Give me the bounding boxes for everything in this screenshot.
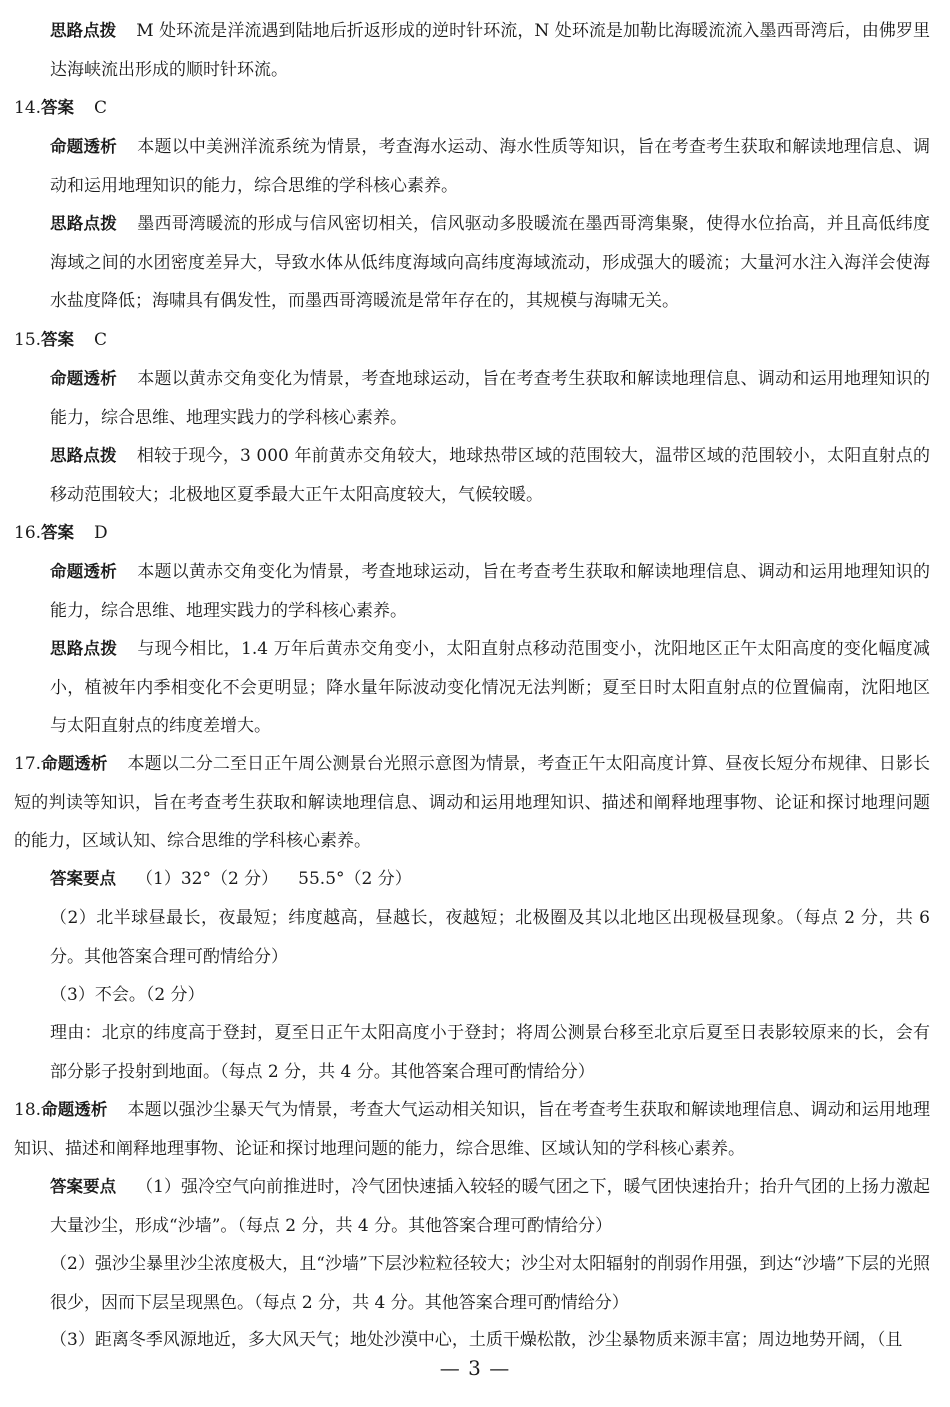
q16-intent-text: 本题以黄赤交角变化为情景，考查地球运动，旨在考查考生获取和解读地理信息、调动和运用地理知识的能力，综合思维、地理实践力的学科核心素养。 bbox=[50, 562, 931, 621]
q14-answer-label: 答案 bbox=[41, 98, 75, 117]
q16-answer bbox=[14, 514, 930, 553]
q14-hint bbox=[50, 205, 930, 321]
q16-intent bbox=[50, 553, 930, 630]
q16-answer-label: 答案 bbox=[41, 523, 75, 542]
q18-points-label: 答案要点 bbox=[50, 1177, 117, 1196]
q18-point-2: （2）强沙尘暴里沙尘浓度极大，且“沙墙”下层沙粒粒径较大；沙尘对太阳辐射的削弱作用强，到达“沙墙”下层的光照很少，因而下层呈现黑色。（每点 2 分，共 4 分。其他答案合理可酌情给分） bbox=[50, 1254, 930, 1313]
q16-intent-label: 命题透析 bbox=[50, 562, 117, 581]
q13-hint bbox=[50, 12, 930, 89]
q17-intent-label: 命题透析 bbox=[41, 754, 108, 773]
q15-answer-value: C bbox=[94, 330, 108, 350]
q17-point-3-reason: 理由：北京的纬度高于登封，夏至日正午太阳高度小于登封；将周公测景台移至北京后夏至日表影较原来的长，会有部分影子投射到地面。（每点 2 分，共 4 分。其他答案合理可酌情给分） bbox=[50, 1023, 930, 1082]
q15-intent-label: 命题透析 bbox=[50, 369, 117, 388]
q18-intent bbox=[14, 1091, 930, 1168]
q14-intent bbox=[50, 128, 930, 205]
q15-intent-text: 本题以黄赤交角变化为情景，考查地球运动，旨在考查考生获取和解读地理信息、调动和运用地理知识的能力，综合思维、地理实践力的学科核心素养。 bbox=[50, 369, 931, 428]
q14-hint-text: 墨西哥湾暖流的形成与信风密切相关，信风驱动多股暖流在墨西哥湾集聚，使得水位抬高，并且高低纬度海域之间的水团密度差异大，导致水体从低纬度海域向高纬度海域流动，形成强大的暖流；大量河水注入海洋会使海水盐度降低；海啸具有偶发性，而墨西哥湾暖流是常年存在的，其规模与海啸无关。 bbox=[50, 214, 931, 311]
q14-answer-value: C bbox=[94, 98, 108, 118]
q16-answer-value: D bbox=[94, 523, 108, 543]
q13-hint-text: M 处环流是洋流遇到陆地后折返形成的逆时针环流，N 处环流是加勒比海暖流流入墨西哥湾后，由佛罗里达海峡流出形成的顺时针环流。 bbox=[50, 21, 931, 80]
q17-point-1b: 55.5°（2 分） bbox=[298, 869, 412, 889]
q14-answer bbox=[14, 89, 930, 128]
q15-intent bbox=[50, 360, 930, 437]
q15-number: 15. bbox=[14, 330, 42, 350]
q16-hint-label: 思路点拨 bbox=[50, 639, 118, 658]
q15-answer-label: 答案 bbox=[41, 330, 75, 349]
q18-intent-label: 命题透析 bbox=[41, 1100, 108, 1119]
q18-number: 18. bbox=[14, 1100, 42, 1120]
q14-intent-label: 命题透析 bbox=[50, 137, 117, 156]
q15-hint-text: 相较于现今，3 000 年前黄赤交角较大，地球热带区域的范围较大，温带区域的范围较小，太阳直射点的移动范围较大；北极地区夏季最大正午太阳高度较大，气候较暖。 bbox=[50, 446, 930, 505]
q17-point-2: （2）北半球昼最长，夜最短；纬度越高，昼越长，夜越短；北极圈及其以北地区出现极昼现象。（每点 2 分，共 6 分。其他答案合理可酌情给分） bbox=[50, 908, 930, 967]
q15-hint-label: 思路点拨 bbox=[50, 446, 117, 465]
q18-points-1 bbox=[50, 1168, 930, 1245]
q17-point-1a: （1）32°（2 分） bbox=[136, 869, 279, 889]
q17-intent bbox=[14, 745, 930, 861]
q16-hint-text: 与现今相比，1.4 万年后黄赤交角变小，太阳直射点移动范围变小，沈阳地区正午太阳高度的变化幅度减小，植被年内季相变化不会更明显；降水量年际波动变化情况无法判断；夏至日时太阳直射点的位置偏南，沈阳地区与太阳直射点的纬度差增大。 bbox=[50, 639, 931, 736]
q15-hint bbox=[50, 437, 930, 514]
page-number: — 3 — bbox=[439, 1356, 511, 1380]
q14-hint-label: 思路点拨 bbox=[50, 214, 117, 233]
q18-point-1: （1）强冷空气向前推进时，冷气团快速插入较轻的暖气团之下，暖气团快速抬升；抬升气团的上扬力激起大量沙尘，形成“沙墙”。（每点 2 分，共 4 分。其他答案合理可酌情给分） bbox=[50, 1177, 930, 1236]
q16-hint bbox=[50, 630, 930, 746]
q13-hint-label: 思路点拨 bbox=[50, 21, 117, 40]
q17-intent-text: 本题以二分二至日正午周公测景台光照示意图为情景，考查正午太阳高度计算、昼夜长短分布规律、日影长短的判读等知识，旨在考查考生获取和解读地理信息、调动和运用地理知识、描述和阐释地理事物、论证和探讨地理问题的能力，区域认知、综合思维的学科核心素养。 bbox=[14, 754, 931, 851]
q17-number: 17. bbox=[14, 754, 42, 774]
q14-intent-text: 本题以中美洲洋流系统为情景，考查海水运动、海水性质等知识，旨在考查考生获取和解读地理信息、调动和运用地理知识的能力，综合思维的学科核心素养。 bbox=[50, 137, 931, 196]
q17-points-label: 答案要点 bbox=[50, 869, 116, 888]
q16-number: 16. bbox=[14, 523, 42, 543]
q18-intent-text: 本题以强沙尘暴天气为情景，考查大气运动相关知识，旨在考查考生获取和解读地理信息、调动和运用地理知识、描述和阐释地理事物、论证和探讨地理问题的能力，综合思维、区域认知的学科核心素养。 bbox=[14, 1100, 931, 1159]
q18-point-3: （3）距离冬季风源地近，多大风天气；地处沙漠中心，土质干燥松散，沙尘暴物质来源丰富；周边地势开阔，（且 bbox=[50, 1330, 903, 1350]
q15-answer bbox=[14, 321, 930, 360]
q17-points-1 bbox=[50, 860, 930, 899]
q14-number: 14. bbox=[14, 98, 42, 118]
q17-point-3: （3）不会。（2 分） bbox=[50, 985, 205, 1005]
